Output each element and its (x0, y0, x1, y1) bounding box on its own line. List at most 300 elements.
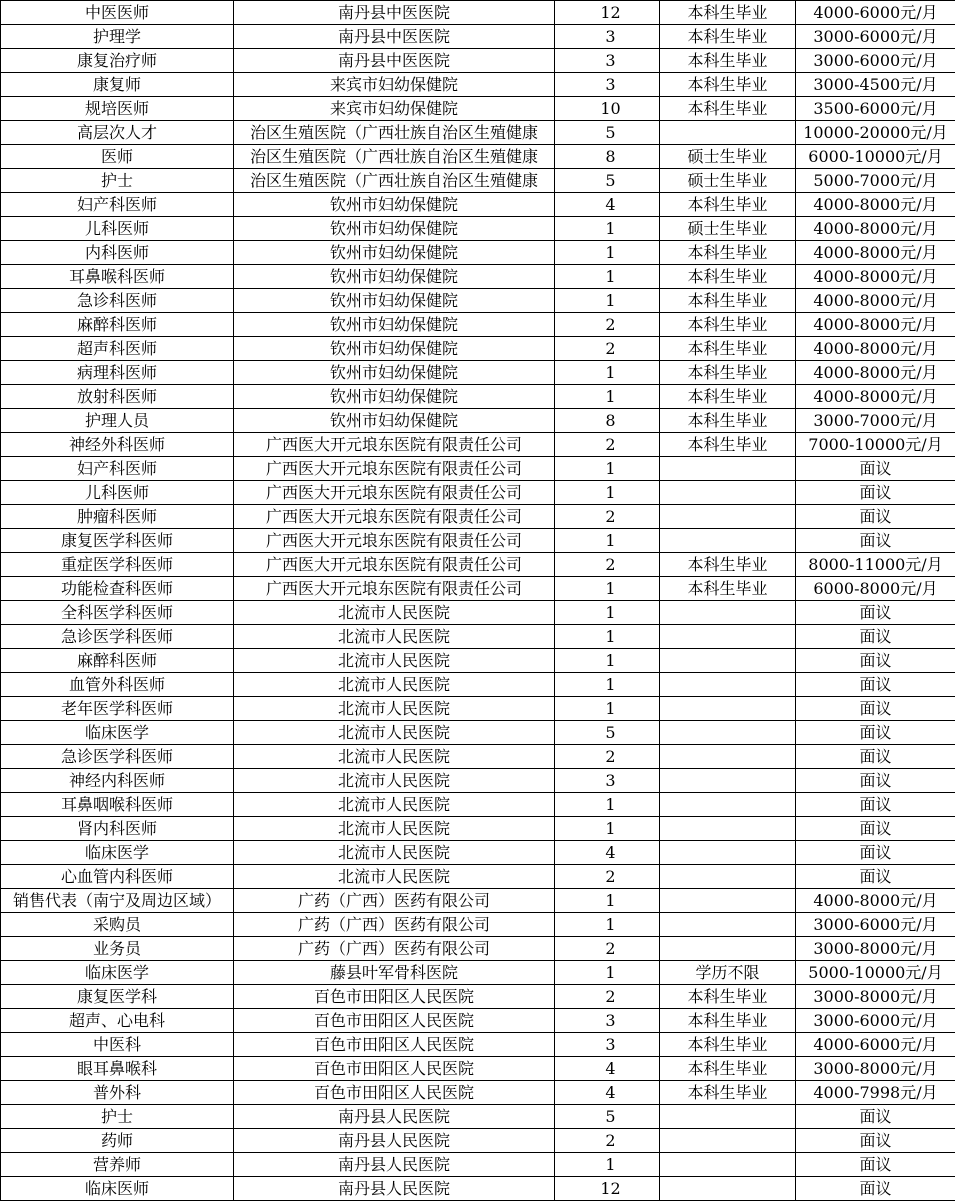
education-cell: 硕士生毕业 (660, 145, 796, 169)
table-row (1, 217, 955, 241)
headcount-cell: 1 (555, 889, 660, 913)
employer-cell: 北流市人民医院 (234, 649, 555, 673)
headcount-cell: 1 (555, 457, 660, 481)
headcount-cell: 1 (555, 217, 660, 241)
salary-cell: 4000-8000元/月 (796, 265, 955, 289)
education-cell: 本科生毕业 (660, 985, 796, 1009)
headcount-cell: 3 (555, 1033, 660, 1057)
headcount-cell: 12 (555, 1177, 660, 1201)
table-row (1, 433, 955, 457)
salary-cell: 6000-8000元/月 (796, 577, 955, 601)
headcount-cell: 1 (555, 913, 660, 937)
education-cell: 本科生毕业 (660, 385, 796, 409)
headcount-cell: 2 (555, 553, 660, 577)
employer-cell: 钦州市妇幼保健院 (234, 265, 555, 289)
education-cell (660, 1153, 796, 1177)
salary-cell: 面议 (796, 481, 955, 505)
employer-cell: 广西医大开元埌东医院有限责任公司 (234, 481, 555, 505)
education-cell (660, 601, 796, 625)
education-cell: 本科生毕业 (660, 289, 796, 313)
position-cell: 护士 (1, 169, 234, 193)
position-cell: 妇产科医师 (1, 457, 234, 481)
headcount-cell: 1 (555, 385, 660, 409)
table-row (1, 937, 955, 961)
position-cell: 临床医学 (1, 961, 234, 985)
position-cell: 规培医师 (1, 97, 234, 121)
headcount-cell: 8 (555, 145, 660, 169)
education-cell: 本科生毕业 (660, 1, 796, 25)
employer-cell: 钦州市妇幼保健院 (234, 385, 555, 409)
position-cell: 肿瘤科医师 (1, 505, 234, 529)
headcount-cell: 1 (555, 529, 660, 553)
position-cell: 老年医学科医师 (1, 697, 234, 721)
salary-cell: 4000-8000元/月 (796, 193, 955, 217)
salary-cell: 4000-7998元/月 (796, 1081, 955, 1105)
education-cell (660, 1129, 796, 1153)
headcount-cell: 2 (555, 505, 660, 529)
position-cell: 业务员 (1, 937, 234, 961)
salary-cell: 3000-4500元/月 (796, 73, 955, 97)
education-cell (660, 697, 796, 721)
education-cell (660, 841, 796, 865)
employer-cell: 百色市田阳区人民医院 (234, 985, 555, 1009)
education-cell: 本科生毕业 (660, 193, 796, 217)
position-cell: 全科医学科医师 (1, 601, 234, 625)
table-row (1, 289, 955, 313)
position-cell: 急诊医学科医师 (1, 625, 234, 649)
headcount-cell: 1 (555, 265, 660, 289)
salary-cell: 3000-6000元/月 (796, 1009, 955, 1033)
education-cell (660, 505, 796, 529)
salary-cell: 面议 (796, 1129, 955, 1153)
education-cell: 本科生毕业 (660, 1033, 796, 1057)
education-cell: 本科生毕业 (660, 313, 796, 337)
salary-cell: 面议 (796, 1105, 955, 1129)
employer-cell: 钦州市妇幼保健院 (234, 241, 555, 265)
salary-cell: 7000-10000元/月 (796, 433, 955, 457)
table-row (1, 889, 955, 913)
headcount-cell: 8 (555, 409, 660, 433)
employer-cell: 广西医大开元埌东医院有限责任公司 (234, 505, 555, 529)
salary-cell: 3000-8000元/月 (796, 937, 955, 961)
headcount-cell: 12 (555, 1, 660, 25)
employer-cell: 广西医大开元埌东医院有限责任公司 (234, 433, 555, 457)
table-row (1, 121, 955, 145)
employer-cell: 北流市人民医院 (234, 865, 555, 889)
headcount-cell: 3 (555, 49, 660, 73)
education-cell: 硕士生毕业 (660, 169, 796, 193)
education-cell: 本科生毕业 (660, 49, 796, 73)
headcount-cell: 1 (555, 1153, 660, 1177)
salary-cell: 面议 (796, 793, 955, 817)
employer-cell: 百色市田阳区人民医院 (234, 1081, 555, 1105)
salary-cell: 10000-20000元/月 (796, 121, 955, 145)
employer-cell: 南丹县中医医院 (234, 25, 555, 49)
salary-cell: 3000-7000元/月 (796, 409, 955, 433)
salary-cell: 3000-8000元/月 (796, 1057, 955, 1081)
employer-cell: 广药（广西）医药有限公司 (234, 913, 555, 937)
education-cell (660, 817, 796, 841)
headcount-cell: 1 (555, 649, 660, 673)
position-cell: 耳鼻咽喉科医师 (1, 793, 234, 817)
position-cell: 护理学 (1, 25, 234, 49)
position-cell: 急诊医学科医师 (1, 745, 234, 769)
headcount-cell: 2 (555, 937, 660, 961)
education-cell (660, 721, 796, 745)
education-cell: 本科生毕业 (660, 1081, 796, 1105)
table-row (1, 745, 955, 769)
table-row (1, 505, 955, 529)
salary-cell: 面议 (796, 769, 955, 793)
salary-cell: 3000-6000元/月 (796, 913, 955, 937)
headcount-cell: 1 (555, 793, 660, 817)
headcount-cell: 1 (555, 673, 660, 697)
employer-cell: 钦州市妇幼保健院 (234, 361, 555, 385)
salary-cell: 面议 (796, 697, 955, 721)
position-cell: 超声、心电科 (1, 1009, 234, 1033)
employer-cell: 来宾市妇幼保健院 (234, 73, 555, 97)
education-cell (660, 889, 796, 913)
education-cell: 本科生毕业 (660, 433, 796, 457)
table-row (1, 361, 955, 385)
education-cell (660, 1105, 796, 1129)
position-cell: 销售代表（南宁及周边区域） (1, 889, 234, 913)
position-cell: 心血管内科医师 (1, 865, 234, 889)
salary-cell: 4000-8000元/月 (796, 241, 955, 265)
employer-cell: 钦州市妇幼保健院 (234, 313, 555, 337)
employer-cell: 广药（广西）医药有限公司 (234, 937, 555, 961)
table-row (1, 1, 955, 25)
salary-cell: 面议 (796, 865, 955, 889)
employer-cell: 广药（广西）医药有限公司 (234, 889, 555, 913)
salary-cell: 5000-10000元/月 (796, 961, 955, 985)
headcount-cell: 3 (555, 1009, 660, 1033)
employer-cell: 治区生殖医院（广西壮族自治区生殖健康 (234, 145, 555, 169)
position-cell: 康复师 (1, 73, 234, 97)
table-row (1, 25, 955, 49)
position-cell: 儿科医师 (1, 481, 234, 505)
employer-cell: 百色市田阳区人民医院 (234, 1009, 555, 1033)
position-cell: 康复医学科 (1, 985, 234, 1009)
table-row (1, 97, 955, 121)
position-cell: 康复医学科医师 (1, 529, 234, 553)
education-cell: 本科生毕业 (660, 337, 796, 361)
salary-cell: 4000-8000元/月 (796, 289, 955, 313)
table-row (1, 193, 955, 217)
position-cell: 护理人员 (1, 409, 234, 433)
table-row (1, 601, 955, 625)
employer-cell: 钦州市妇幼保健院 (234, 217, 555, 241)
headcount-cell: 2 (555, 433, 660, 457)
education-cell: 本科生毕业 (660, 1009, 796, 1033)
salary-cell: 4000-8000元/月 (796, 385, 955, 409)
table-row (1, 1129, 955, 1153)
salary-cell: 4000-8000元/月 (796, 313, 955, 337)
salary-cell: 面议 (796, 625, 955, 649)
table-row (1, 625, 955, 649)
salary-cell: 面议 (796, 745, 955, 769)
employer-cell: 北流市人民医院 (234, 793, 555, 817)
salary-cell: 4000-8000元/月 (796, 217, 955, 241)
education-cell: 本科生毕业 (660, 25, 796, 49)
salary-cell: 6000-10000元/月 (796, 145, 955, 169)
headcount-cell: 3 (555, 769, 660, 793)
position-cell: 临床医师 (1, 1177, 234, 1201)
salary-cell: 面议 (796, 1153, 955, 1177)
table-row (1, 961, 955, 985)
salary-cell: 面议 (796, 457, 955, 481)
headcount-cell: 1 (555, 289, 660, 313)
employer-cell: 南丹县人民医院 (234, 1153, 555, 1177)
position-cell: 超声科医师 (1, 337, 234, 361)
employer-cell: 钦州市妇幼保健院 (234, 289, 555, 313)
position-cell: 内科医师 (1, 241, 234, 265)
headcount-cell: 3 (555, 73, 660, 97)
position-cell: 医师 (1, 145, 234, 169)
salary-cell: 面议 (796, 673, 955, 697)
table-row (1, 1057, 955, 1081)
table-row (1, 985, 955, 1009)
employer-cell: 北流市人民医院 (234, 601, 555, 625)
salary-cell: 4000-8000元/月 (796, 361, 955, 385)
employer-cell: 南丹县人民医院 (234, 1129, 555, 1153)
headcount-cell: 3 (555, 25, 660, 49)
position-cell: 药师 (1, 1129, 234, 1153)
table-row (1, 457, 955, 481)
table-row (1, 769, 955, 793)
headcount-cell: 1 (555, 241, 660, 265)
education-cell (660, 913, 796, 937)
table-row (1, 721, 955, 745)
employer-cell: 广西医大开元埌东医院有限责任公司 (234, 553, 555, 577)
education-cell (660, 745, 796, 769)
salary-cell: 3000-6000元/月 (796, 49, 955, 73)
employer-cell: 钦州市妇幼保健院 (234, 193, 555, 217)
education-cell (660, 1177, 796, 1201)
headcount-cell: 5 (555, 1105, 660, 1129)
salary-cell: 面议 (796, 649, 955, 673)
position-cell: 重症医学科医师 (1, 553, 234, 577)
headcount-cell: 2 (555, 1129, 660, 1153)
table-row (1, 1153, 955, 1177)
headcount-cell: 2 (555, 865, 660, 889)
table-row (1, 169, 955, 193)
headcount-cell: 2 (555, 745, 660, 769)
position-cell: 麻醉科医师 (1, 649, 234, 673)
table-row (1, 913, 955, 937)
headcount-cell: 1 (555, 697, 660, 721)
table-row (1, 1009, 955, 1033)
employer-cell: 治区生殖医院（广西壮族自治区生殖健康 (234, 169, 555, 193)
table-row (1, 1081, 955, 1105)
position-cell: 病理科医师 (1, 361, 234, 385)
position-cell: 中医医师 (1, 1, 234, 25)
position-cell: 临床医学 (1, 841, 234, 865)
position-cell: 妇产科医师 (1, 193, 234, 217)
education-cell: 本科生毕业 (660, 553, 796, 577)
headcount-cell: 1 (555, 361, 660, 385)
position-cell: 眼耳鼻喉科 (1, 1057, 234, 1081)
education-cell: 本科生毕业 (660, 241, 796, 265)
salary-cell: 面议 (796, 1177, 955, 1201)
employer-cell: 钦州市妇幼保健院 (234, 409, 555, 433)
employer-cell: 南丹县中医医院 (234, 49, 555, 73)
employer-cell: 北流市人民医院 (234, 697, 555, 721)
headcount-cell: 1 (555, 817, 660, 841)
salary-cell: 3000-6000元/月 (796, 25, 955, 49)
employer-cell: 广西医大开元埌东医院有限责任公司 (234, 529, 555, 553)
table-row (1, 793, 955, 817)
table-row (1, 1105, 955, 1129)
position-cell: 临床医学 (1, 721, 234, 745)
salary-cell: 5000-7000元/月 (796, 169, 955, 193)
education-cell (660, 481, 796, 505)
table-row (1, 313, 955, 337)
employer-cell: 百色市田阳区人民医院 (234, 1057, 555, 1081)
education-cell: 本科生毕业 (660, 73, 796, 97)
table-row (1, 241, 955, 265)
employer-cell: 广西医大开元埌东医院有限责任公司 (234, 577, 555, 601)
table-row (1, 337, 955, 361)
headcount-cell: 1 (555, 961, 660, 985)
position-cell: 营养师 (1, 1153, 234, 1177)
headcount-cell: 1 (555, 577, 660, 601)
position-cell: 肾内科医师 (1, 817, 234, 841)
headcount-cell: 4 (555, 193, 660, 217)
education-cell: 本科生毕业 (660, 1057, 796, 1081)
table-row (1, 865, 955, 889)
position-cell: 普外科 (1, 1081, 234, 1105)
headcount-cell: 1 (555, 601, 660, 625)
education-cell (660, 865, 796, 889)
table-row (1, 265, 955, 289)
headcount-cell: 10 (555, 97, 660, 121)
position-cell: 中医科 (1, 1033, 234, 1057)
headcount-cell: 5 (555, 721, 660, 745)
employer-cell: 来宾市妇幼保健院 (234, 97, 555, 121)
table-row (1, 697, 955, 721)
education-cell (660, 793, 796, 817)
education-cell (660, 529, 796, 553)
job-listing-body (1, 1, 955, 1201)
employer-cell: 北流市人民医院 (234, 841, 555, 865)
position-cell: 护士 (1, 1105, 234, 1129)
headcount-cell: 4 (555, 1081, 660, 1105)
table-row (1, 841, 955, 865)
table-row (1, 577, 955, 601)
salary-cell: 面议 (796, 817, 955, 841)
table-row (1, 673, 955, 697)
table-row (1, 1177, 955, 1201)
position-cell: 康复治疗师 (1, 49, 234, 73)
education-cell (660, 769, 796, 793)
position-cell: 功能检查科医师 (1, 577, 234, 601)
table-row (1, 385, 955, 409)
position-cell: 放射科医师 (1, 385, 234, 409)
employer-cell: 北流市人民医院 (234, 745, 555, 769)
salary-cell: 4000-8000元/月 (796, 889, 955, 913)
employer-cell: 南丹县人民医院 (234, 1177, 555, 1201)
headcount-cell: 2 (555, 337, 660, 361)
position-cell: 神经内科医师 (1, 769, 234, 793)
position-cell: 儿科医师 (1, 217, 234, 241)
education-cell: 本科生毕业 (660, 361, 796, 385)
table-row (1, 649, 955, 673)
employer-cell: 北流市人民医院 (234, 769, 555, 793)
education-cell: 本科生毕业 (660, 265, 796, 289)
salary-cell: 3500-6000元/月 (796, 97, 955, 121)
table-row (1, 145, 955, 169)
education-cell: 本科生毕业 (660, 409, 796, 433)
salary-cell: 4000-8000元/月 (796, 337, 955, 361)
headcount-cell: 5 (555, 169, 660, 193)
employer-cell: 钦州市妇幼保健院 (234, 337, 555, 361)
salary-cell: 4000-6000元/月 (796, 1, 955, 25)
employer-cell: 治区生殖医院（广西壮族自治区生殖健康 (234, 121, 555, 145)
education-cell (660, 673, 796, 697)
education-cell: 学历不限 (660, 961, 796, 985)
education-cell (660, 457, 796, 481)
headcount-cell: 2 (555, 985, 660, 1009)
employer-cell: 南丹县中医医院 (234, 1, 555, 25)
education-cell (660, 121, 796, 145)
table-row (1, 553, 955, 577)
headcount-cell: 5 (555, 121, 660, 145)
position-cell: 神经外科医师 (1, 433, 234, 457)
employer-cell: 广西医大开元埌东医院有限责任公司 (234, 457, 555, 481)
employer-cell: 北流市人民医院 (234, 673, 555, 697)
salary-cell: 面议 (796, 601, 955, 625)
table-row (1, 1033, 955, 1057)
headcount-cell: 4 (555, 841, 660, 865)
table-row (1, 529, 955, 553)
employer-cell: 北流市人民医院 (234, 721, 555, 745)
headcount-cell: 4 (555, 1057, 660, 1081)
employer-cell: 北流市人民医院 (234, 625, 555, 649)
employer-cell: 北流市人民医院 (234, 817, 555, 841)
salary-cell: 面议 (796, 841, 955, 865)
table-row (1, 481, 955, 505)
headcount-cell: 1 (555, 625, 660, 649)
education-cell: 硕士生毕业 (660, 217, 796, 241)
salary-cell: 面议 (796, 721, 955, 745)
salary-cell: 3000-8000元/月 (796, 985, 955, 1009)
education-cell (660, 625, 796, 649)
table-row (1, 73, 955, 97)
position-cell: 高层次人才 (1, 121, 234, 145)
headcount-cell: 1 (555, 481, 660, 505)
position-cell: 耳鼻喉科医师 (1, 265, 234, 289)
table-row (1, 817, 955, 841)
education-cell: 本科生毕业 (660, 97, 796, 121)
table-row (1, 409, 955, 433)
salary-cell: 面议 (796, 505, 955, 529)
salary-cell: 8000-11000元/月 (796, 553, 955, 577)
headcount-cell: 2 (555, 313, 660, 337)
position-cell: 血管外科医师 (1, 673, 234, 697)
salary-cell: 面议 (796, 529, 955, 553)
employer-cell: 百色市田阳区人民医院 (234, 1033, 555, 1057)
employer-cell: 南丹县人民医院 (234, 1105, 555, 1129)
education-cell (660, 649, 796, 673)
education-cell (660, 937, 796, 961)
position-cell: 急诊科医师 (1, 289, 234, 313)
position-cell: 采购员 (1, 913, 234, 937)
salary-cell: 4000-6000元/月 (796, 1033, 955, 1057)
employer-cell: 藤县叶军骨科医院 (234, 961, 555, 985)
table-row (1, 49, 955, 73)
education-cell: 本科生毕业 (660, 577, 796, 601)
